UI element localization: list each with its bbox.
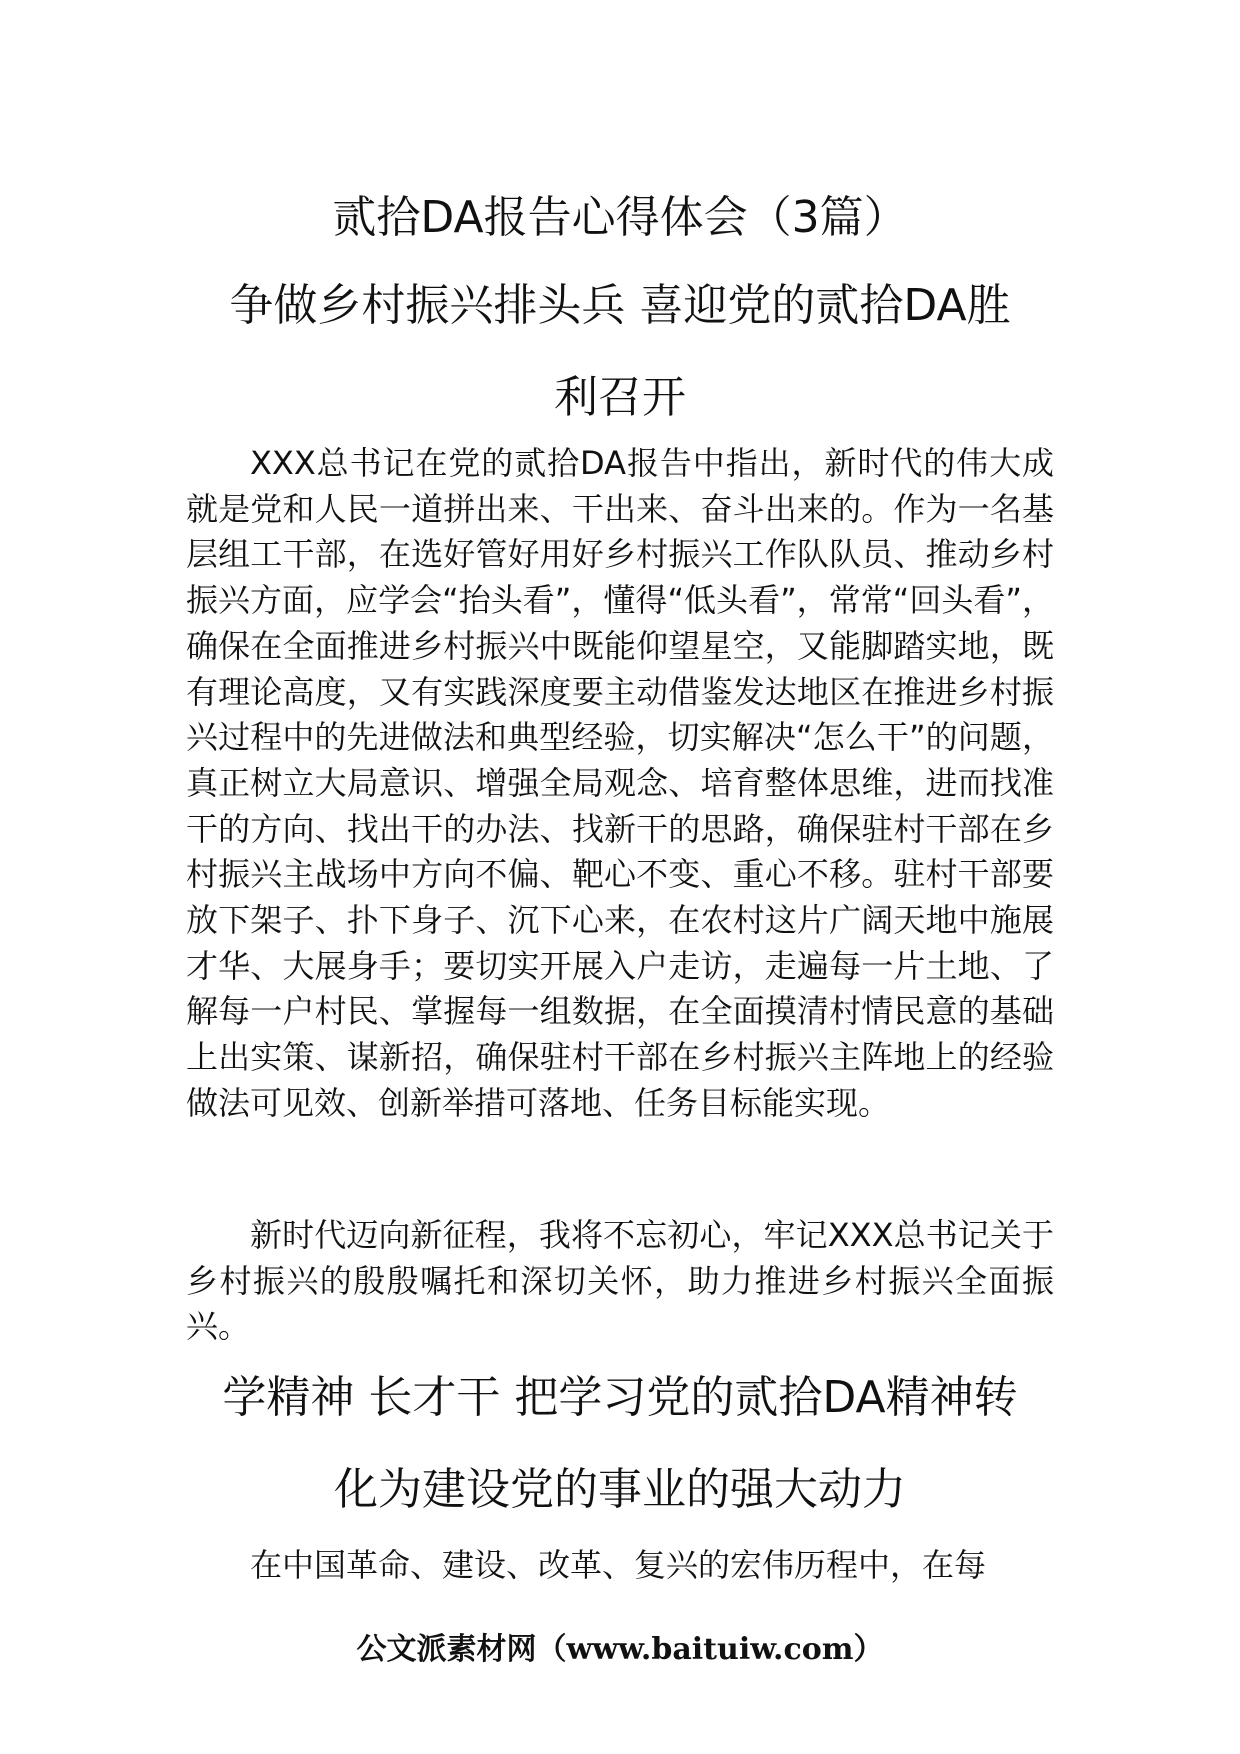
section-2-heading-line-1: 学精神 长才干 把学习党的贰拾DA精神转	[222, 1372, 1018, 1423]
section-1-paragraph-1: XXX总书记在党的贰拾DA报告中指出，新时代的伟大成就是党和人民一道拼出来、干出来、奋斗出来的。作为一名基层组工干部，在选好管好用好乡村振兴工作队队员、推动乡村振兴方面，应学会“抬头看”，懂得“低头看”，常常“回头看”，确保在全面推进乡村振兴中既能仰望星空，又能脚踏实地，既有理论高度，又有实践深度要主动借鉴发达地区在推进乡村振兴过程中的先进做法和典型经验，切实解决“怎么干”的问题，真正树立大局意识、增强全局观念、培育整体思维，进而找准干的方向、找出干的办法、找新干的思路，确保驻村干部在乡村振兴主战场中方向不偏、靶心不变、重心不移。驻村干部要放下架子、扑下身子、沉下心来，在农村这片广阔天地中施展才华、大展身手；要切实开展入户走访，走遍每一片土地、了解每一户村民、掌握每一组数据，在全面摸清村情民意的基础上出实策、谋新招，确保驻村干部在乡村振兴主阵地上的经验做法可见效、创新举措可落地、任务目标能实现。	[186, 444, 1054, 1122]
section-1-heading-line-1: 争做乡村振兴排头兵 喜迎党的贰拾DA胜	[229, 280, 1011, 331]
section-1-paragraph-2: 新时代迈向新征程，我将不忘初心，牢记XXX总书记关于乡村振兴的殷殷嘱托和深切关怀，助力推进乡村振兴全面振兴。	[186, 1216, 1054, 1346]
section-2-heading-line-2: 化为建设党的事业的强大动力	[334, 1464, 906, 1515]
section-1-heading-line-2: 利召开	[554, 372, 686, 423]
document-title: 贰拾DA报告心得体会（3篇）	[332, 192, 908, 243]
footer-watermark: 公文派素材网（www.baituiw.com）	[356, 1632, 884, 1667]
section-2-paragraph-1: 在中国革命、建设、改革、复兴的宏伟历程中，在每	[250, 1546, 987, 1584]
